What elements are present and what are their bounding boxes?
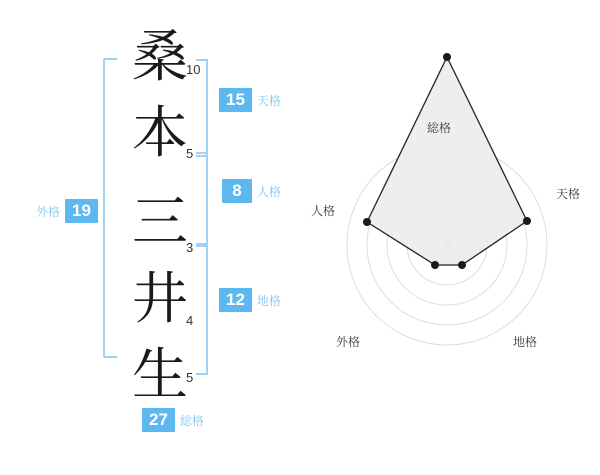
score-soukaku bbox=[142, 408, 204, 432]
score-tenkaku-value: 15 bbox=[219, 88, 252, 112]
score-jinkaku bbox=[222, 179, 281, 203]
stroke-count-2: 5 bbox=[186, 146, 194, 161]
radar-chart-svg bbox=[310, 0, 600, 470]
score-tenkaku bbox=[219, 88, 281, 112]
radar-label-jinkaku: 人格 bbox=[311, 204, 336, 218]
score-gaikaku bbox=[36, 199, 98, 223]
radar-label-gaikaku: 外格 bbox=[336, 335, 361, 349]
jinkaku-bracket bbox=[196, 152, 208, 247]
tenkaku-bracket bbox=[196, 59, 208, 157]
stroke-count-4: 4 bbox=[186, 313, 194, 328]
score-soukaku-label: 総格 bbox=[179, 413, 204, 428]
kanji-char-1: 桑 bbox=[132, 27, 188, 89]
stroke-count-5: 5 bbox=[186, 370, 194, 385]
radar-label-chikaku: 地格 bbox=[513, 335, 538, 349]
radar-chart bbox=[310, 0, 600, 470]
score-gaikaku-label: 外格 bbox=[36, 204, 61, 219]
score-chikaku-label: 地格 bbox=[256, 293, 281, 308]
score-soukaku-value: 27 bbox=[142, 408, 175, 432]
kanji-char-3: 三 bbox=[132, 192, 188, 254]
chikaku-bracket bbox=[196, 243, 208, 375]
stroke-count-3: 3 bbox=[186, 240, 194, 255]
score-chikaku bbox=[219, 288, 281, 312]
score-tenkaku-label: 天格 bbox=[256, 93, 281, 108]
score-gaikaku-value: 19 bbox=[65, 199, 98, 223]
kanji-char-4: 井 bbox=[132, 269, 188, 331]
outer-bracket bbox=[103, 58, 117, 358]
kanji-char-2: 本 bbox=[132, 103, 188, 165]
stroke-count-1: 10 bbox=[186, 62, 201, 77]
radar-data-polygon bbox=[367, 57, 527, 265]
score-jinkaku-label: 人格 bbox=[257, 184, 282, 199]
score-jinkaku-value: 8 bbox=[222, 179, 252, 203]
score-chikaku-value: 12 bbox=[219, 288, 252, 312]
radar-label-soukaku: 総格 bbox=[427, 121, 452, 135]
kanji-char-5: 生 bbox=[132, 345, 188, 407]
radar-label-tenkaku: 天格 bbox=[556, 187, 581, 201]
